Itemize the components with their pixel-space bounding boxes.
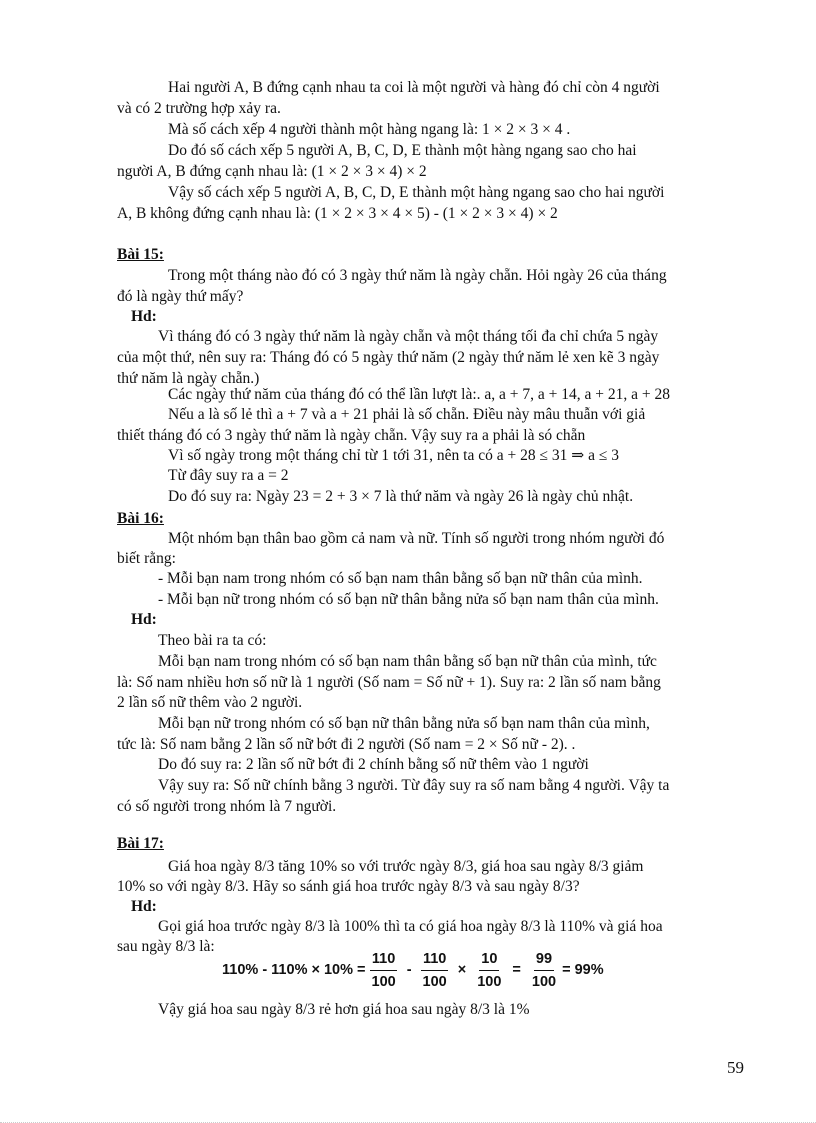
percentage-formula (222, 948, 604, 992)
fraction-denominator: 100 (531, 973, 557, 990)
exercise-title: Bài 15: (117, 246, 164, 263)
text-line: thiết tháng đó có 3 ngày thứ năm là ngày chẵn. Vậy suy ra a phải là só chẵn (117, 427, 586, 444)
text-line: người A, B đứng cạnh nhau là: (1 × 2 × 3 × 4) × 2 (117, 163, 427, 180)
text-line: Các ngày thứ năm của tháng đó có thể lần lượt là:. a, a + 7, a + 14, a + 21, a + 28 (168, 386, 671, 403)
text-line: Gọi giá hoa trước ngày 8/3 là 100% thì ta có giá hoa ngày 8/3 là 110% và giá hoa (158, 918, 663, 935)
text-line: và có 2 trường hợp xảy ra. (117, 100, 281, 117)
hint-heading: Hd: (131, 898, 157, 915)
text-line: Vậy giá hoa sau ngày 8/3 rẻ hơn giá hoa sau ngày 8/3 là 1% (158, 1001, 530, 1018)
exercise-title: Bài 16: (117, 510, 164, 527)
equals-sign: = (512, 962, 521, 978)
text-line: đó là ngày thứ mấy? (117, 288, 244, 305)
text-line: A, B không đứng cạnh nhau là: (1 × 2 × 3 × 4 × 5) - (1 × 2 × 3 × 4) × 2 (117, 205, 558, 222)
exercise-title: Bài 17: (117, 835, 164, 852)
text-line: có số người trong nhóm là 7 người. (117, 798, 337, 815)
text-line: Từ đây suy ra a = 2 (168, 467, 289, 484)
text-line: Vậy suy ra: Số nữ chính bằng 3 người. Từ đây suy ra số nam bằng 4 người. Vậy ta (158, 777, 670, 794)
text-line: Do đó suy ra: Ngày 23 = 2 + 3 × 7 là thứ năm và ngày 26 là ngày chủ nhật. (168, 488, 634, 505)
formula-result: = 99% (562, 962, 604, 978)
fraction (475, 950, 503, 991)
text-line: - Mỗi bạn nam trong nhóm có số bạn nam thân bằng số bạn nữ thân của mình. (158, 570, 643, 587)
text-line: Hai người A, B đứng cạnh nhau ta coi là một người và hàng đó chỉ còn 4 người (168, 79, 660, 96)
text-line: 10% so với ngày 8/3. Hãy so sánh giá hoa trước ngày 8/3 và sau ngày 8/3? (117, 878, 580, 895)
text-line: Nếu a là số lẻ thì a + 7 và a + 21 phải là số chẵn. Điều này mâu thuẫn với giả (168, 406, 646, 423)
text-line: Do đó suy ra: 2 lần số nữ bớt đi 2 chính bằng số nữ thêm vào 1 người (158, 756, 589, 773)
text-line: Theo bài ra ta có: (158, 632, 267, 649)
text-line: Vậy số cách xếp 5 người A, B, C, D, E thành một hàng ngang sao cho hai người (168, 184, 665, 201)
fraction-numerator: 110 (370, 950, 397, 971)
text-line: Mà số cách xếp 4 người thành một hàng ngang là: 1 × 2 × 3 × 4 . (168, 121, 571, 138)
text-line: Mỗi bạn nữ trong nhóm có số bạn nữ thân bằng nửa số bạn nam thân của mình, (158, 715, 650, 732)
fraction-numerator: 10 (479, 950, 499, 971)
text-line: sau ngày 8/3 là: (117, 938, 215, 955)
formula-lead: 110% - 110% × 10% = (222, 962, 366, 978)
text-line: biết rằng: (117, 550, 176, 567)
text-line: thứ năm là ngày chẵn.) (117, 370, 260, 387)
text-line: Vì tháng đó có 3 ngày thứ năm là ngày chẵn và một tháng tối đa chỉ chứa 5 ngày (158, 328, 659, 345)
fraction-denominator: 100 (371, 973, 396, 990)
fraction (421, 950, 449, 991)
text-line: là: Số nam nhiều hơn số nữ là 1 người (Số nam = Số nữ + 1). Suy ra: 2 lần số nam bằng (117, 674, 661, 691)
text-line: Vì số ngày trong một tháng chỉ từ 1 tới 31, nên ta có a + 28 ≤ 31 ⇒ a ≤ 3 (168, 447, 619, 464)
text-line: của một thứ, nên suy ra: Tháng đó có 5 ngày thứ năm (2 ngày thứ năm lẻ xen kẽ 3 ngày (117, 349, 660, 366)
text-line: tức là: Số nam bằng 2 lần số nữ bớt đi 2 người (Số nam = 2 × Số nữ - 2). . (117, 736, 576, 753)
fraction-denominator: 100 (477, 973, 502, 990)
times-sign: × (457, 962, 467, 978)
page-number: 59 (727, 1058, 744, 1077)
text-line: Do đó số cách xếp 5 người A, B, C, D, E thành một hàng ngang sao cho hai (168, 142, 637, 159)
fraction-numerator: 99 (534, 950, 554, 971)
text-line: 2 lần số nữ thêm vào 2 người. (117, 694, 303, 711)
text-line: Giá hoa ngày 8/3 tăng 10% so với trước ngày 8/3, giá hoa sau ngày 8/3 giảm (168, 858, 644, 875)
hint-heading: Hd: (131, 611, 157, 628)
text-line: Mỗi bạn nam trong nhóm có số bạn nam thân bằng số bạn nữ thân của mình, tức (158, 653, 657, 670)
hint-heading: Hd: (131, 308, 157, 325)
fraction-denominator: 100 (422, 973, 447, 990)
fraction (530, 950, 558, 991)
fraction-numerator: 110 (421, 950, 448, 971)
text-line: Một nhóm bạn thân bao gồm cả nam và nữ. Tính số người trong nhóm người đó (168, 530, 665, 547)
text-line: Trong một tháng nào đó có 3 ngày thứ năm là ngày chẵn. Hỏi ngày 26 của tháng (168, 267, 667, 284)
text-line: - Mỗi bạn nữ trong nhóm có số bạn nữ thân bằng nửa số bạn nam thân của mình. (158, 591, 659, 608)
fraction (370, 950, 398, 991)
minus-sign: - (406, 962, 412, 978)
